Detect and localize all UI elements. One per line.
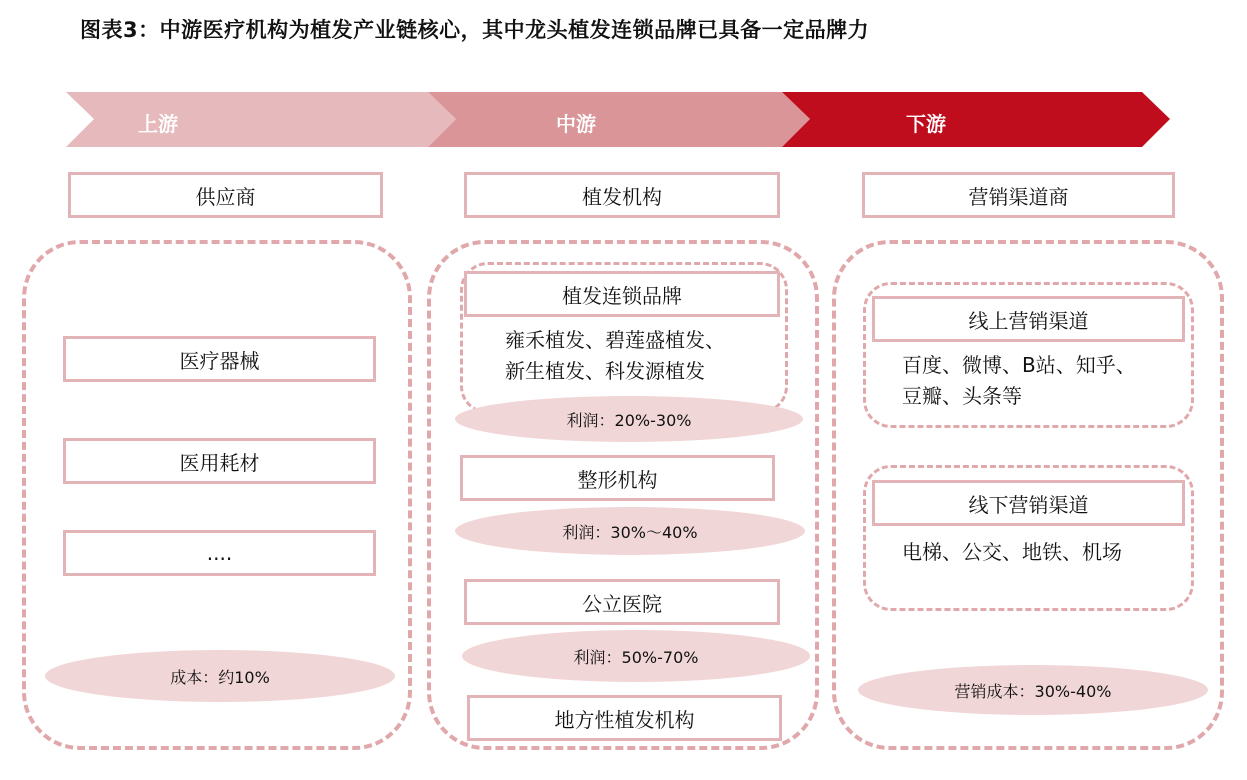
- figure-title: 图表3：中游医疗机构为植发产业链核心，其中龙头植发连锁品牌已具备一定品牌力: [80, 18, 870, 42]
- chain-brand-list-line1: 雍禾植发、碧莲盛植发、: [505, 328, 725, 352]
- item-more: ....: [63, 530, 376, 576]
- arrow-downstream: [782, 92, 1170, 147]
- local-hair-institution: 地方性植发机构: [467, 695, 782, 741]
- online-channel-title: 线上营销渠道: [872, 296, 1185, 342]
- header-marketing-channel: 营销渠道商: [862, 172, 1175, 218]
- arrow-upstream: [66, 92, 456, 147]
- online-channel-list-line1: 百度、微博、B站、知乎、: [902, 353, 1136, 377]
- header-supplier: 供应商: [68, 172, 383, 218]
- public-hospital: 公立医院: [464, 579, 780, 625]
- stage-label-downstream: 下游: [906, 112, 946, 136]
- public-hospital-profit: 利润：50%-70%: [462, 630, 810, 682]
- stage-label-upstream: 上游: [138, 112, 178, 136]
- downstream-cost-badge: 营销成本：30%-40%: [858, 665, 1208, 715]
- item-medical-consumables: 医用耗材: [63, 438, 376, 484]
- cosmetic-institution: 整形机构: [460, 455, 775, 501]
- item-medical-devices: 医疗器械: [63, 336, 376, 382]
- chain-brand-list-line2: 新生植发、科发源植发: [505, 359, 705, 383]
- stage-label-midstream: 中游: [556, 112, 596, 136]
- offline-channel-title: 线下营销渠道: [872, 480, 1185, 526]
- cosmetic-profit: 利润：30%～40%: [455, 507, 805, 555]
- arrow-midstream: [428, 92, 810, 147]
- header-hair-institution: 植发机构: [464, 172, 780, 218]
- online-channel-list-line2: 豆瓣、头条等: [902, 384, 1022, 408]
- upstream-cost-badge: 成本：约10%: [45, 650, 395, 702]
- chain-brand-profit: 利润：20%-30%: [455, 396, 803, 442]
- chain-brand-title: 植发连锁品牌: [464, 271, 780, 317]
- offline-channel-list: 电梯、公交、地铁、机场: [902, 540, 1122, 564]
- stage-arrows: [0, 0, 1247, 160]
